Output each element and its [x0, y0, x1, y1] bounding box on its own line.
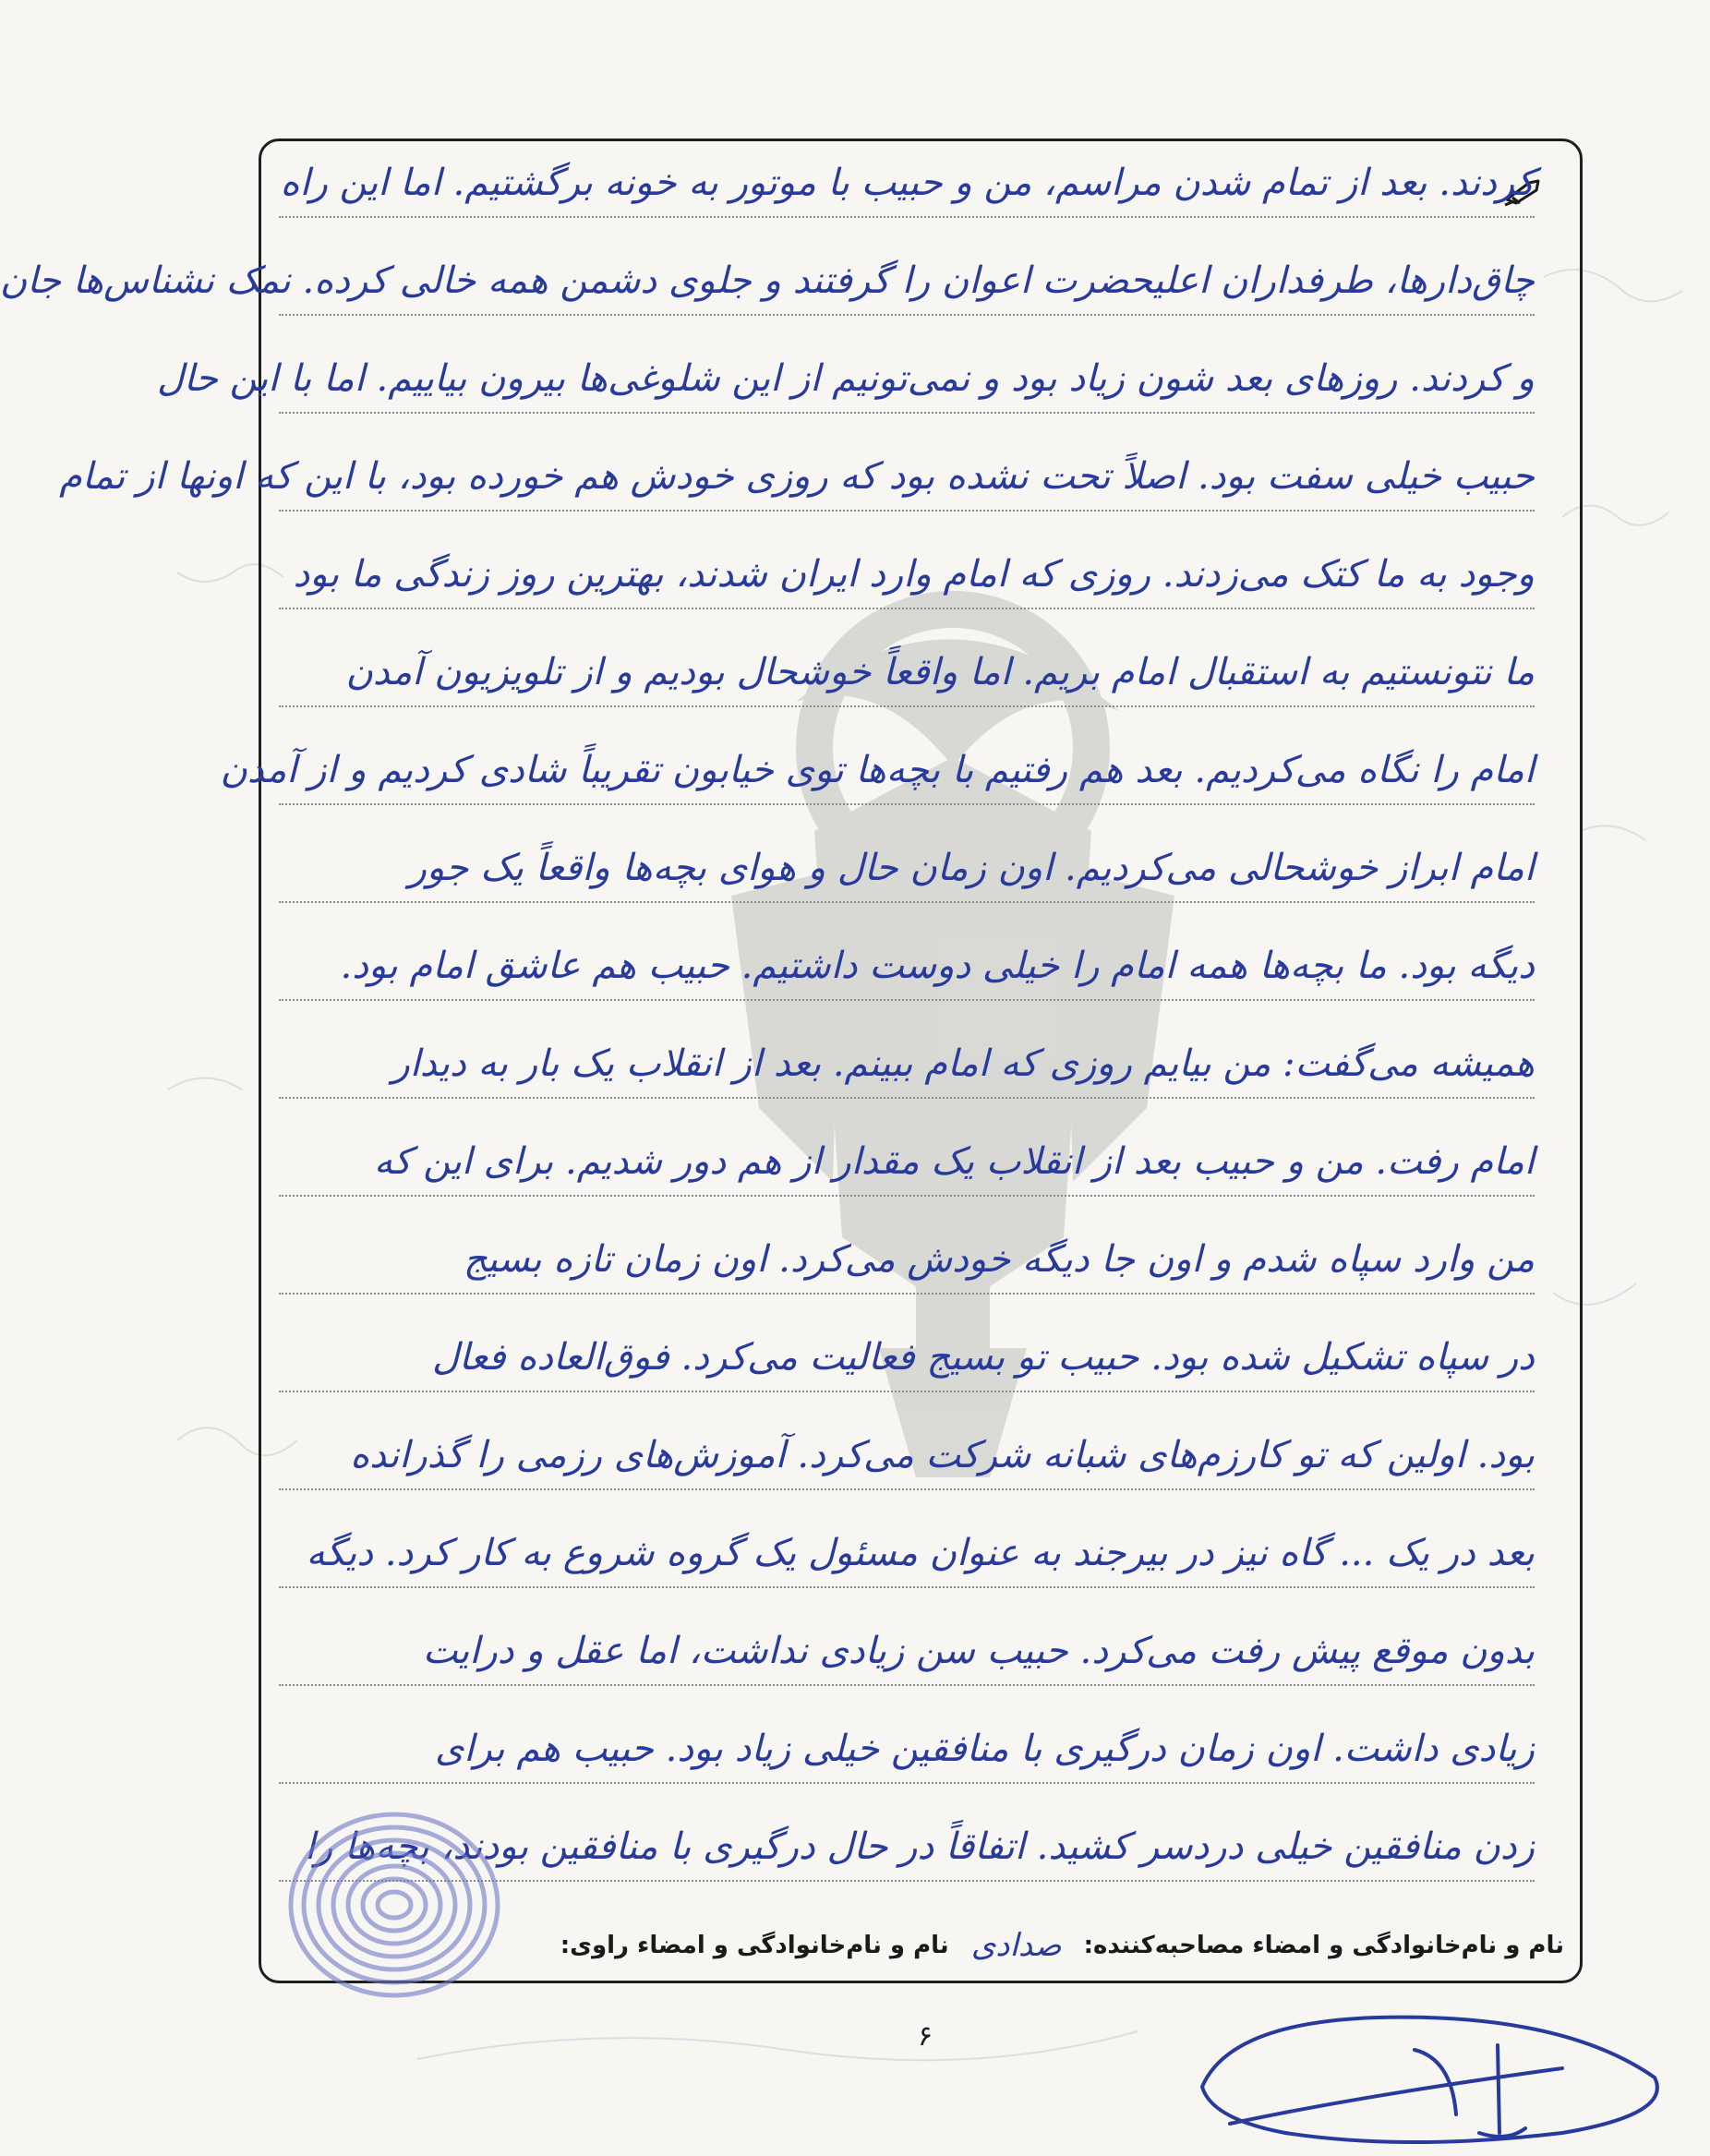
- body-line: در سپاه تشکیل شده بود. حبیب تو بسیج فعالیت می‌کرد. فوق‌العاده فعال: [279, 1322, 1535, 1392]
- body-line: امام رفت. من و حبیب بعد از انقلاب یک مقدار از هم دور شدیم. برای این که: [279, 1126, 1535, 1197]
- body-line: چاق‌دارها، طرفداران اعلیحضرت اعوان را گرفتند و جلوی دشمن همه خالی کرده. نمک نشناس‌ها جان: [279, 246, 1535, 316]
- signature-icon: [1174, 1994, 1692, 2156]
- body-line: زدن منافقین خیلی دردسر کشید. اتفاقاً در حال درگیری با منافقین بودند، بچه‌ها را: [279, 1812, 1535, 1882]
- interviewer-label: نام و نام‌خانوادگی و امضاء مصاحبه‌کننده:: [1083, 1932, 1564, 1959]
- body-line: بود. اولین که تو کارزم‌های شبانه شرکت می‌کرد. آموزش‌های رزمی را گذرانده: [279, 1420, 1535, 1490]
- body-line: ما نتونستیم به استقبال امام بریم. اما واقعاً خوشحال بودیم و از تلویزیون آمدن: [279, 637, 1535, 707]
- body-line: بعد در یک ... گاه نیز در بیرجند به عنوان مسئول یک گروه شروع به کار کرد. دیگه: [279, 1518, 1535, 1588]
- body-line: بدون موقع پیش رفت می‌کرد. حبیب سن زیادی نداشت، اما عقل و درایت: [279, 1616, 1535, 1686]
- body-line: امام ابراز خوشحالی می‌کردیم. اون زمان حال و هوای بچه‌ها واقعاً یک جور: [279, 833, 1535, 903]
- body-line: و کردند. روزهای بعد شون زیاد بود و نمی‌تونیم از این شلوغی‌ها بیرون بیاییم. اما با این حال: [279, 343, 1535, 414]
- body-line: حبیب خیلی سفت بود. اصلاً تحت نشده بود که روزی خودش هم خورده بود، با این که اونها از تمام: [279, 441, 1535, 512]
- interviewer-name: صدادی: [970, 1927, 1062, 1964]
- body-line: کردند. بعد از تمام شدن مراسم، من و حبیب با موتور به خونه برگشتیم. اما این راه: [279, 148, 1535, 218]
- page-number: ۶: [917, 2020, 933, 2053]
- fingerprint-icon: [279, 1796, 510, 2008]
- body-line: زیادی داشت. اون زمان درگیری با منافقین خیلی زیاد بود. حبیب هم برای: [279, 1714, 1535, 1784]
- body-line: همیشه می‌گفت: من بیایم روزی که امام ببینم. بعد از انقلاب یک بار به دیدار: [279, 1029, 1535, 1099]
- body-line: من وارد سپاه شدم و اون جا دیگه خودش می‌کرد. اون زمان تازه بسیج: [279, 1224, 1535, 1295]
- body-line: امام را نگاه می‌کردیم. بعد هم رفتیم با بچه‌ها توی خیابون تقریباً شادی کردیم و از آمدن: [279, 735, 1535, 805]
- narrator-label: نام و نام‌خانوادگی و امضاء راوی:: [560, 1932, 949, 1959]
- body-line: وجود به ما کتک می‌زدند. روزی که امام وارد ایران شدند، بهترین روز زندگی ما بود: [279, 539, 1535, 609]
- body-line: دیگه بود. ما بچه‌ها همه امام را خیلی دوست داشتیم. حبیب هم عاشق امام بود.: [279, 931, 1535, 1001]
